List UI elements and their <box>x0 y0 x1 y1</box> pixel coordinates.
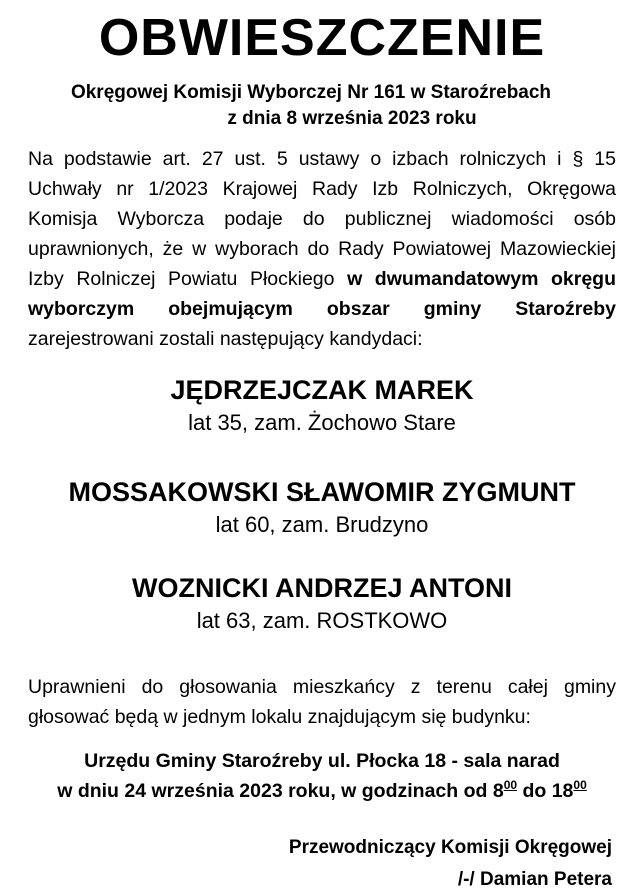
signature-role: Przewodniczący Komisji Okręgowej <box>288 837 612 858</box>
location-date-text: w dniu 24 września 2023 roku, w godzinach od 8 <box>57 780 504 802</box>
date-line: z dnia 8 września 2023 roku <box>227 108 477 129</box>
location-address: Urzędu Gminy Staroźreby ul. Płocka 18 - sala narad <box>84 750 560 772</box>
intro-text: Na podstawie art. 27 ust. 5 ustawy o izbach rolniczych i § 15 Uchwały nr 1/2023 Krajowej Rady Izb Rolniczych, Okręgowa Komisja Wyborcza podaje do publicznej wiadomości osób uprawnionych, że w wyborach do Rady Powiatowej Mazowieckiej Izby Rolniczej Powiatu Płockiego <box>28 148 616 290</box>
end-minutes: 00 <box>573 778 587 792</box>
intro-tail-text: zarejestrowani zostali następujący kandydaci: <box>28 328 423 350</box>
candidate-info: lat 63, zam. ROSTKOWO <box>196 608 448 633</box>
candidate-info: lat 60, zam. Brudzyno <box>215 512 429 537</box>
location-to-text: do 18 <box>517 780 574 802</box>
candidate-name: MOSSAKOWSKI SŁAWOMIR ZYGMUNT <box>68 477 576 507</box>
signature-name: /-/ Damian Petera <box>457 869 612 890</box>
intro-paragraph <box>28 144 616 354</box>
candidate-2 <box>28 474 616 540</box>
voting-paragraph: Uprawnieni do głosowania mieszkańcy z terenu całej gminy głosować będą w jednym lokalu znajdującym się budynku: <box>28 676 616 728</box>
polling-location <box>28 746 616 806</box>
notice-subtitle <box>28 80 616 132</box>
notice-title: OBWIESZCZENIE <box>98 9 546 67</box>
candidate-info: lat 35, zam. Żochowo Stare <box>188 410 456 435</box>
candidate-name: WOZNICKI ANDRZEJ ANTONI <box>132 573 512 603</box>
intro-bold-text: w dwumandatowym okręgu wyborczym obejmującym obszar gminy Staroźreby <box>28 268 616 320</box>
location-time <box>28 776 616 806</box>
candidate-3 <box>28 570 616 636</box>
start-minutes: 00 <box>503 778 518 792</box>
candidate-1 <box>28 372 616 438</box>
candidate-name: JĘDRZEJCZAK MAREK <box>170 375 474 405</box>
issuer-line: Okręgowej Komisji Wyborczej Nr 161 w Staroźrebach <box>70 82 552 103</box>
signature-block <box>28 832 616 896</box>
